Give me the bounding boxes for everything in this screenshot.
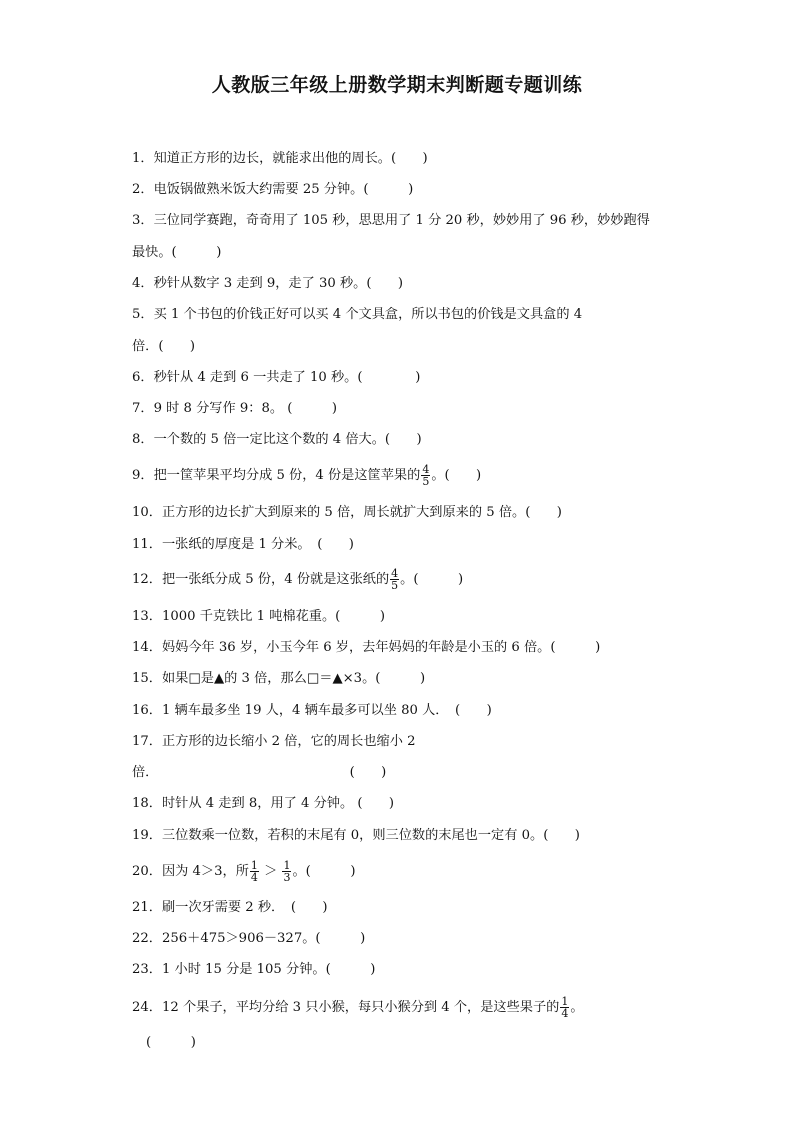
question-7: 7．9 时 8 分写作 9：8。 ( ) — [132, 401, 338, 416]
question-22: 22．256＋475＞906－327。( ) — [132, 931, 366, 946]
question-12-text: 12．把一张纸分成 5 份，4 份就是这张纸的 — [132, 572, 390, 587]
question-9-tail: 。( ) — [431, 468, 482, 483]
fraction — [560, 996, 569, 1019]
fraction-numerator: 1 — [250, 859, 258, 872]
fraction-numerator: 4 — [422, 463, 430, 476]
question-24-answer: ( ) — [146, 1035, 196, 1050]
question-4: 4．秒针从数字 3 走到 9，走了 30 秒。( ) — [132, 276, 404, 291]
fraction-numerator: 4 — [391, 567, 399, 580]
fraction-denominator: 5 — [391, 579, 399, 592]
question-9-text: 9．把一筐苹果平均分成 5 份，4 份是这筐苹果的 — [132, 468, 421, 483]
question-23: 23．1 小时 15 分是 105 分钟。( ) — [132, 962, 376, 977]
question-8: 8．一个数的 5 倍一定比这个数的 4 倍大。( ) — [132, 432, 422, 447]
page-title: 人教版三年级上册数学期末判断题专题训练 — [211, 74, 583, 96]
question-9 — [132, 464, 481, 487]
fraction-numerator: 1 — [283, 859, 291, 872]
fraction-denominator: 5 — [422, 475, 430, 488]
fraction — [250, 860, 259, 883]
question-3: 3．三位同学赛跑，奇奇用了 105 秒，思思用了 1 分 20 秒，妙妙用了 96 秒，妙妙跑得 — [132, 213, 650, 228]
fraction — [421, 464, 430, 487]
question-12 — [132, 568, 463, 591]
question-20-text: 20．因为 4＞3，所 — [132, 864, 249, 879]
question-5: 5．买 1 个书包的价钱正好可以买 4 个文具盒，所以书包的价钱是文具盒的 4 — [132, 307, 583, 322]
question-21: 21．刷一次牙需要 2 秒． ( ) — [132, 900, 328, 915]
question-20 — [132, 860, 356, 883]
question-16: 16．1 辆车最多坐 19 人，4 辆车最多可以坐 80 人． ( ) — [132, 703, 492, 718]
question-17: 17．正方形的边长缩小 2 倍，它的周长也缩小 2 — [132, 734, 416, 749]
fraction — [390, 568, 399, 591]
question-24-tail: 。 — [570, 1000, 584, 1015]
question-3-cont: 最快。( ) — [132, 245, 222, 260]
question-12-tail: 。( ) — [400, 572, 464, 587]
question-11: 11．一张纸的厚度是 1 分米。 ( ) — [132, 537, 354, 552]
question-6: 6．秒针从 4 走到 6 一共走了 10 秒。( ) — [132, 370, 421, 385]
fraction-numerator: 1 — [561, 995, 569, 1008]
fraction — [282, 860, 291, 883]
question-19: 19．三位数乘一位数，若积的末尾有 0，则三位数的末尾也一定有 0。( ) — [132, 828, 580, 843]
fraction-denominator: 4 — [250, 871, 258, 884]
fraction-denominator: 4 — [561, 1007, 569, 1020]
question-18: 18．时针从 4 走到 8，用了 4 分钟。 ( ) — [132, 796, 395, 811]
question-14: 14．妈妈今年 36 岁，小玉今年 6 岁，去年妈妈的年龄是小玉的 6 倍。( ) — [132, 640, 601, 655]
question-24 — [132, 996, 584, 1019]
question-2: 2．电饭锅做熟米饭大约需要 25 分钟。( ) — [132, 182, 414, 197]
fraction-denominator: 3 — [283, 871, 291, 884]
question-20-tail: 。( ) — [292, 864, 356, 879]
question-24-text: 24．12 个果子，平均分给 3 只小猴，每只小猴分到 4 个，是这些果子的 — [132, 1000, 560, 1015]
question-10: 10．正方形的边长扩大到原来的 5 倍，周长就扩大到原来的 5 倍。( ) — [132, 505, 562, 520]
comparison-sign: ＞ — [259, 864, 282, 879]
question-13: 13．1000 千克铁比 1 吨棉花重。( ) — [132, 609, 386, 624]
question-15: 15．如果□是▲的 3 倍，那么□＝▲×3。( ) — [132, 671, 426, 686]
question-17-cont: 倍． ( ) — [132, 765, 387, 780]
question-1: 1．知道正方形的边长，就能求出他的周长。( ) — [132, 151, 428, 166]
question-5-cont: 倍．( ) — [132, 339, 196, 354]
